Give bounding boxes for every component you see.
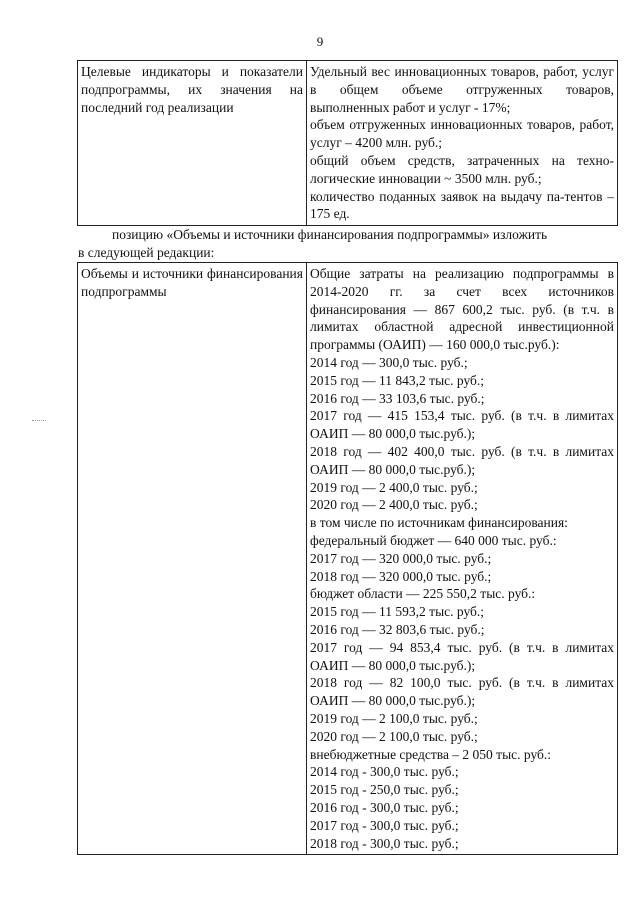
funding-line: 2020 год — 2 100,0 тыс. руб.; [310,728,478,744]
table-row [78,263,618,855]
funding-values [307,263,618,855]
funding-line: 2017 год — 415 153,4 тыс. руб. (в т.ч. в лимитах ОАИП — 80 000,0 тыс.руб.); [310,408,614,442]
funding-line: Общие затраты на реализацию подпрограммы в 2014-2020 гг. за счет всех источников финансирования — 867 600,2 тыс. руб. (в т.ч. в лимитах областной адресной инвестиционной программы (ОАИП) — 160 000,0 тыс.руб.): [310,266,614,353]
funding-line: 2017 год - 300,0 тыс. руб.; [310,817,459,833]
indicator-line: объем отгруженных инновационных товаров, работ, услуг – 4200 млн. руб.; [310,117,614,151]
funding-line: 2015 год — 11 593,2 тыс. руб.; [310,604,485,620]
funding-line: 2018 год — 320 000,0 тыс. руб.; [310,568,492,584]
indicators-values [307,61,618,226]
table-row [78,61,618,226]
indicator-line: количество поданных заявок на выдачу па-тентов – 175 ед. [310,188,614,222]
page-number: 9 [316,34,324,49]
funding-line: 2016 год — 32 803,6 тыс. руб.; [310,621,485,637]
funding-line: 2014 год - 300,0 тыс. руб.; [310,764,459,780]
funding-line: 2017 год — 320 000,0 тыс. руб.; [310,550,492,566]
indicator-line: общий объем средств, затраченных на техно-логические инновации ~ 3500 млн. руб.; [310,152,614,186]
indicator-line: Удельный вес инновационных товаров, работ, услуг в общем объеме отгруженных товаров, выполненных работ и услуг - 17%; [310,64,614,115]
funding-line: 2016 год - 300,0 тыс. руб.; [310,799,459,815]
funding-line: 2018 год — 402 400,0 тыс. руб. (в т.ч. в лимитах ОАИП — 80 000,0 тыс.руб.); [310,443,614,477]
funding-line: 2015 год - 250,0 тыс. руб.; [310,782,459,798]
funding-line: 2019 год — 2 400,0 тыс. руб.; [310,479,478,495]
funding-line: 2017 год — 94 853,4 тыс. руб. (в т.ч. в лимитах ОАИП — 80 000,0 тыс.руб.); [310,639,614,673]
funding-label: Объемы и источники финансирования подпрограммы [78,263,307,855]
funding-line: внебюджетные средства – 2 050 тыс. руб.: [310,746,552,762]
funding-line: 2014 год — 300,0 тыс. руб.; [310,354,468,370]
funding-line: федеральный бюджет — 640 000 тыс. руб.: [310,532,557,548]
funding-line: бюджет области — 225 550,2 тыс. руб.: [310,586,536,602]
funding-line: 2020 год — 2 400,0 тыс. руб.; [310,497,478,513]
indicators-label: Целевые индикаторы и показатели подпрограммы, их значения на последний год реализации [78,61,307,226]
funding-line: 2015 год — 11 843,2 тыс. руб.; [310,372,485,388]
indicators-table [77,60,618,226]
funding-line: 2018 год — 82 100,0 тыс. руб. (в т.ч. в лимитах ОАИП — 80 000,0 тыс.руб.); [310,675,614,709]
intro-paragraph [78,226,618,261]
funding-line: в том числе по источникам финансирования: [310,515,568,531]
funding-line: 2019 год — 2 100,0 тыс. руб.; [310,710,478,726]
scan-artifact [32,420,46,425]
funding-table [77,262,618,855]
intro-line-1: позицию «Объемы и источники финансирования подпрограммы» изложить [112,227,548,242]
funding-line: 2018 год - 300,0 тыс. руб.; [310,835,459,851]
intro-line-2: в следующей редакции: [78,244,215,260]
funding-line: 2016 год — 33 103,6 тыс. руб.; [310,390,485,406]
